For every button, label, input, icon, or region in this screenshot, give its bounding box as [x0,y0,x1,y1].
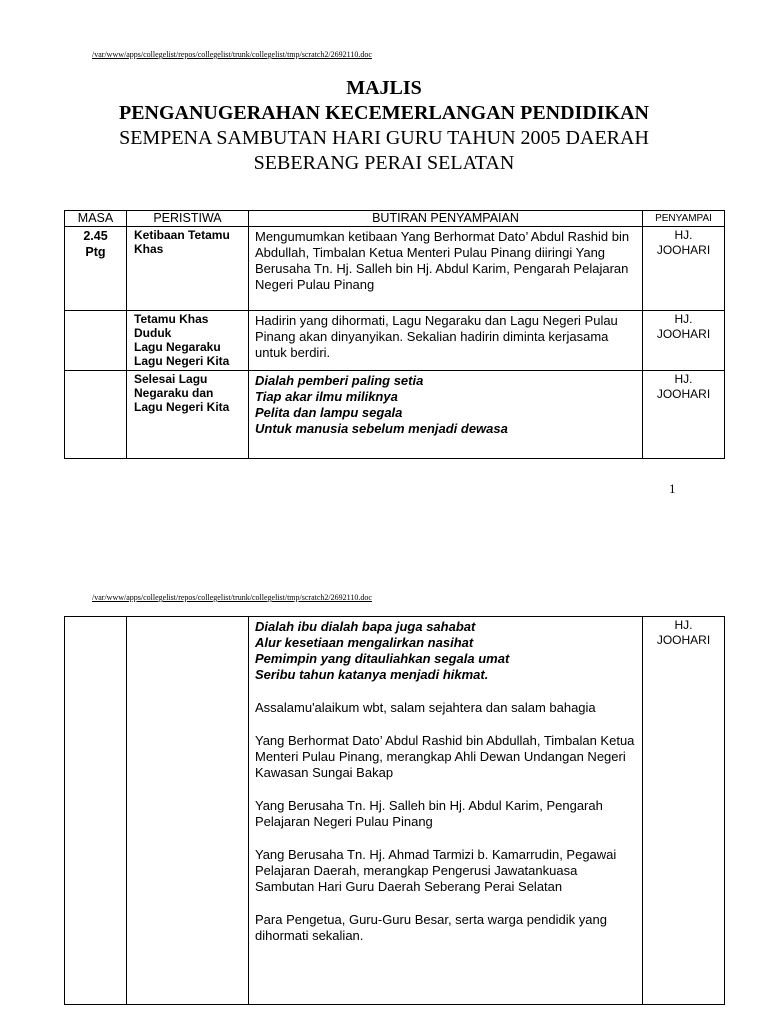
penyampai-title: HJ. [674,312,693,326]
title-occasion: SEMPENA SAMBUTAN HARI GURU TAHUN 2005 DAERAH [119,127,649,149]
table-row [65,227,725,311]
speech-paragraph: Yang Berusaha Tn. Hj. Ahmad Tarmizi b. Kamarrudin, Pegawai Pelajaran Daerah, merangkap Pengerusi Jawatankuasa Sambutan Hari Guru Daerah Seberang Perai Selatan [255,847,617,894]
peristiwa-line: Negaraku dan [134,386,214,400]
speech-paragraph: Yang Berusaha Tn. Hj. Salleh bin Hj. Abdul Karim, Pengarah Pelajaran Negeri Pulau Pinang [255,798,603,829]
masa-time: 2.45 [83,229,108,243]
peristiwa-cell [127,227,249,311]
speech-paragraph: Yang Berhormat Dato’ Abdul Rashid bin Abdullah, Timbalan Ketua Menteri Pulau Pinang, merangkap Ahli Dewan Undangan Negeri Kawasan Sungai Bakap [255,733,635,780]
penyampai-cell [643,617,725,1005]
penyampai-name: JOOHARI [656,633,711,647]
table-row [65,371,725,459]
masa-cell [65,371,127,459]
file-path-header: /var/www/apps/collegelist/repos/collegelist/trunk/collegelist/tmp/scratch2/2692110.doc [92,593,372,602]
title-award: PENGANUGERAHAN KECEMERLANGAN PENDIDIKAN [118,102,650,124]
document-title [0,76,768,176]
peristiwa-line: Lagu Negaraku [134,340,221,354]
penyampai-name: JOOHARI [656,243,711,257]
file-path-header: /var/www/apps/collegelist/repos/collegelist/trunk/collegelist/tmp/scratch2/2692110.doc [92,50,372,59]
peristiwa-cell [127,371,249,459]
header-peristiwa: PERISTIWA [127,211,249,227]
poem-block [255,619,636,683]
poem-line: Seribu tahun katanya menjadi hikmat. [255,667,489,682]
masa-period: Ptg [85,245,106,259]
penyampai-title: HJ. [674,372,693,386]
page-number: 1 [669,481,676,496]
poem-line: Tiap akar ilmu miliknya [255,389,398,404]
header-butiran: BUTIRAN PENYAMPAIAN [249,211,643,227]
penyampai-name: JOOHARI [656,327,711,341]
table-row [65,617,725,1005]
penyampai-name: JOOHARI [656,387,711,401]
poem-line: Dialah ibu dialah bapa juga sahabat [255,619,476,634]
speech-paragraph: Assalamu'alaikum wbt, salam sejahtera dan salam bahagia [255,700,596,715]
table-row [65,311,725,371]
speech-paragraph: Para Pengetua, Guru-Guru Besar, serta warga pendidik yang dihormati sekalian. [255,912,607,943]
penyampai-cell [643,311,725,371]
poem-line: Dialah pemberi paling setia [255,373,424,388]
peristiwa-line: Lagu Negeri Kita [134,400,230,414]
peristiwa-line: Lagu Negeri Kita [134,354,230,368]
title-district: SEBERANG PERAI SELATAN [253,152,515,174]
penyampai-title: HJ. [674,228,693,242]
poem-line: Pemimpin yang ditauliahkan segala umat [255,651,510,666]
penyampai-title: HJ. [674,618,693,632]
masa-cell [65,617,127,1005]
penyampai-cell [643,371,725,459]
title-majlis: MAJLIS [346,77,422,99]
masa-cell [65,311,127,371]
program-table-page1 [64,210,725,459]
butiran-cell: Mengumumkan ketibaan Yang Berhormat Dato’ Abdul Rashid bin Abdullah, Timbalan Ketua Menteri Pulau Pinang diiringi Yang Berusaha Tn. Hj. Salleh bin Hj. Abdul Karim, Pengarah Pelajaran Negeri Pulau Pinang [249,227,643,311]
poem-line: Untuk manusia sebelum menjadi dewasa [255,421,508,436]
peristiwa-line: Duduk [134,326,172,340]
peristiwa-line: Ketibaan Tetamu [134,228,230,242]
poem-line: Pelita dan lampu segala [255,405,403,420]
peristiwa-line: Tetamu Khas [134,312,209,326]
butiran-cell: Hadirin yang dihormati, Lagu Negaraku dan Lagu Negeri Pulau Pinang akan dinyanyikan. Sekalian hadirin diminta kerjasama untuk berdiri. [249,311,643,371]
peristiwa-cell [127,311,249,371]
penyampai-cell [643,227,725,311]
peristiwa-line: Khas [134,242,164,256]
peristiwa-line: Selesai Lagu [134,372,208,386]
header-penyampai: PENYAMPAI [643,211,725,227]
peristiwa-cell [127,617,249,1005]
table-header-row [65,211,725,227]
program-table-page2 [64,616,725,1005]
masa-cell [65,227,127,311]
poem-cell [249,371,643,459]
poem-line: Alur kesetiaan mengalirkan nasihat [255,635,474,650]
speech-cell [249,617,643,1005]
header-masa: MASA [65,211,127,227]
